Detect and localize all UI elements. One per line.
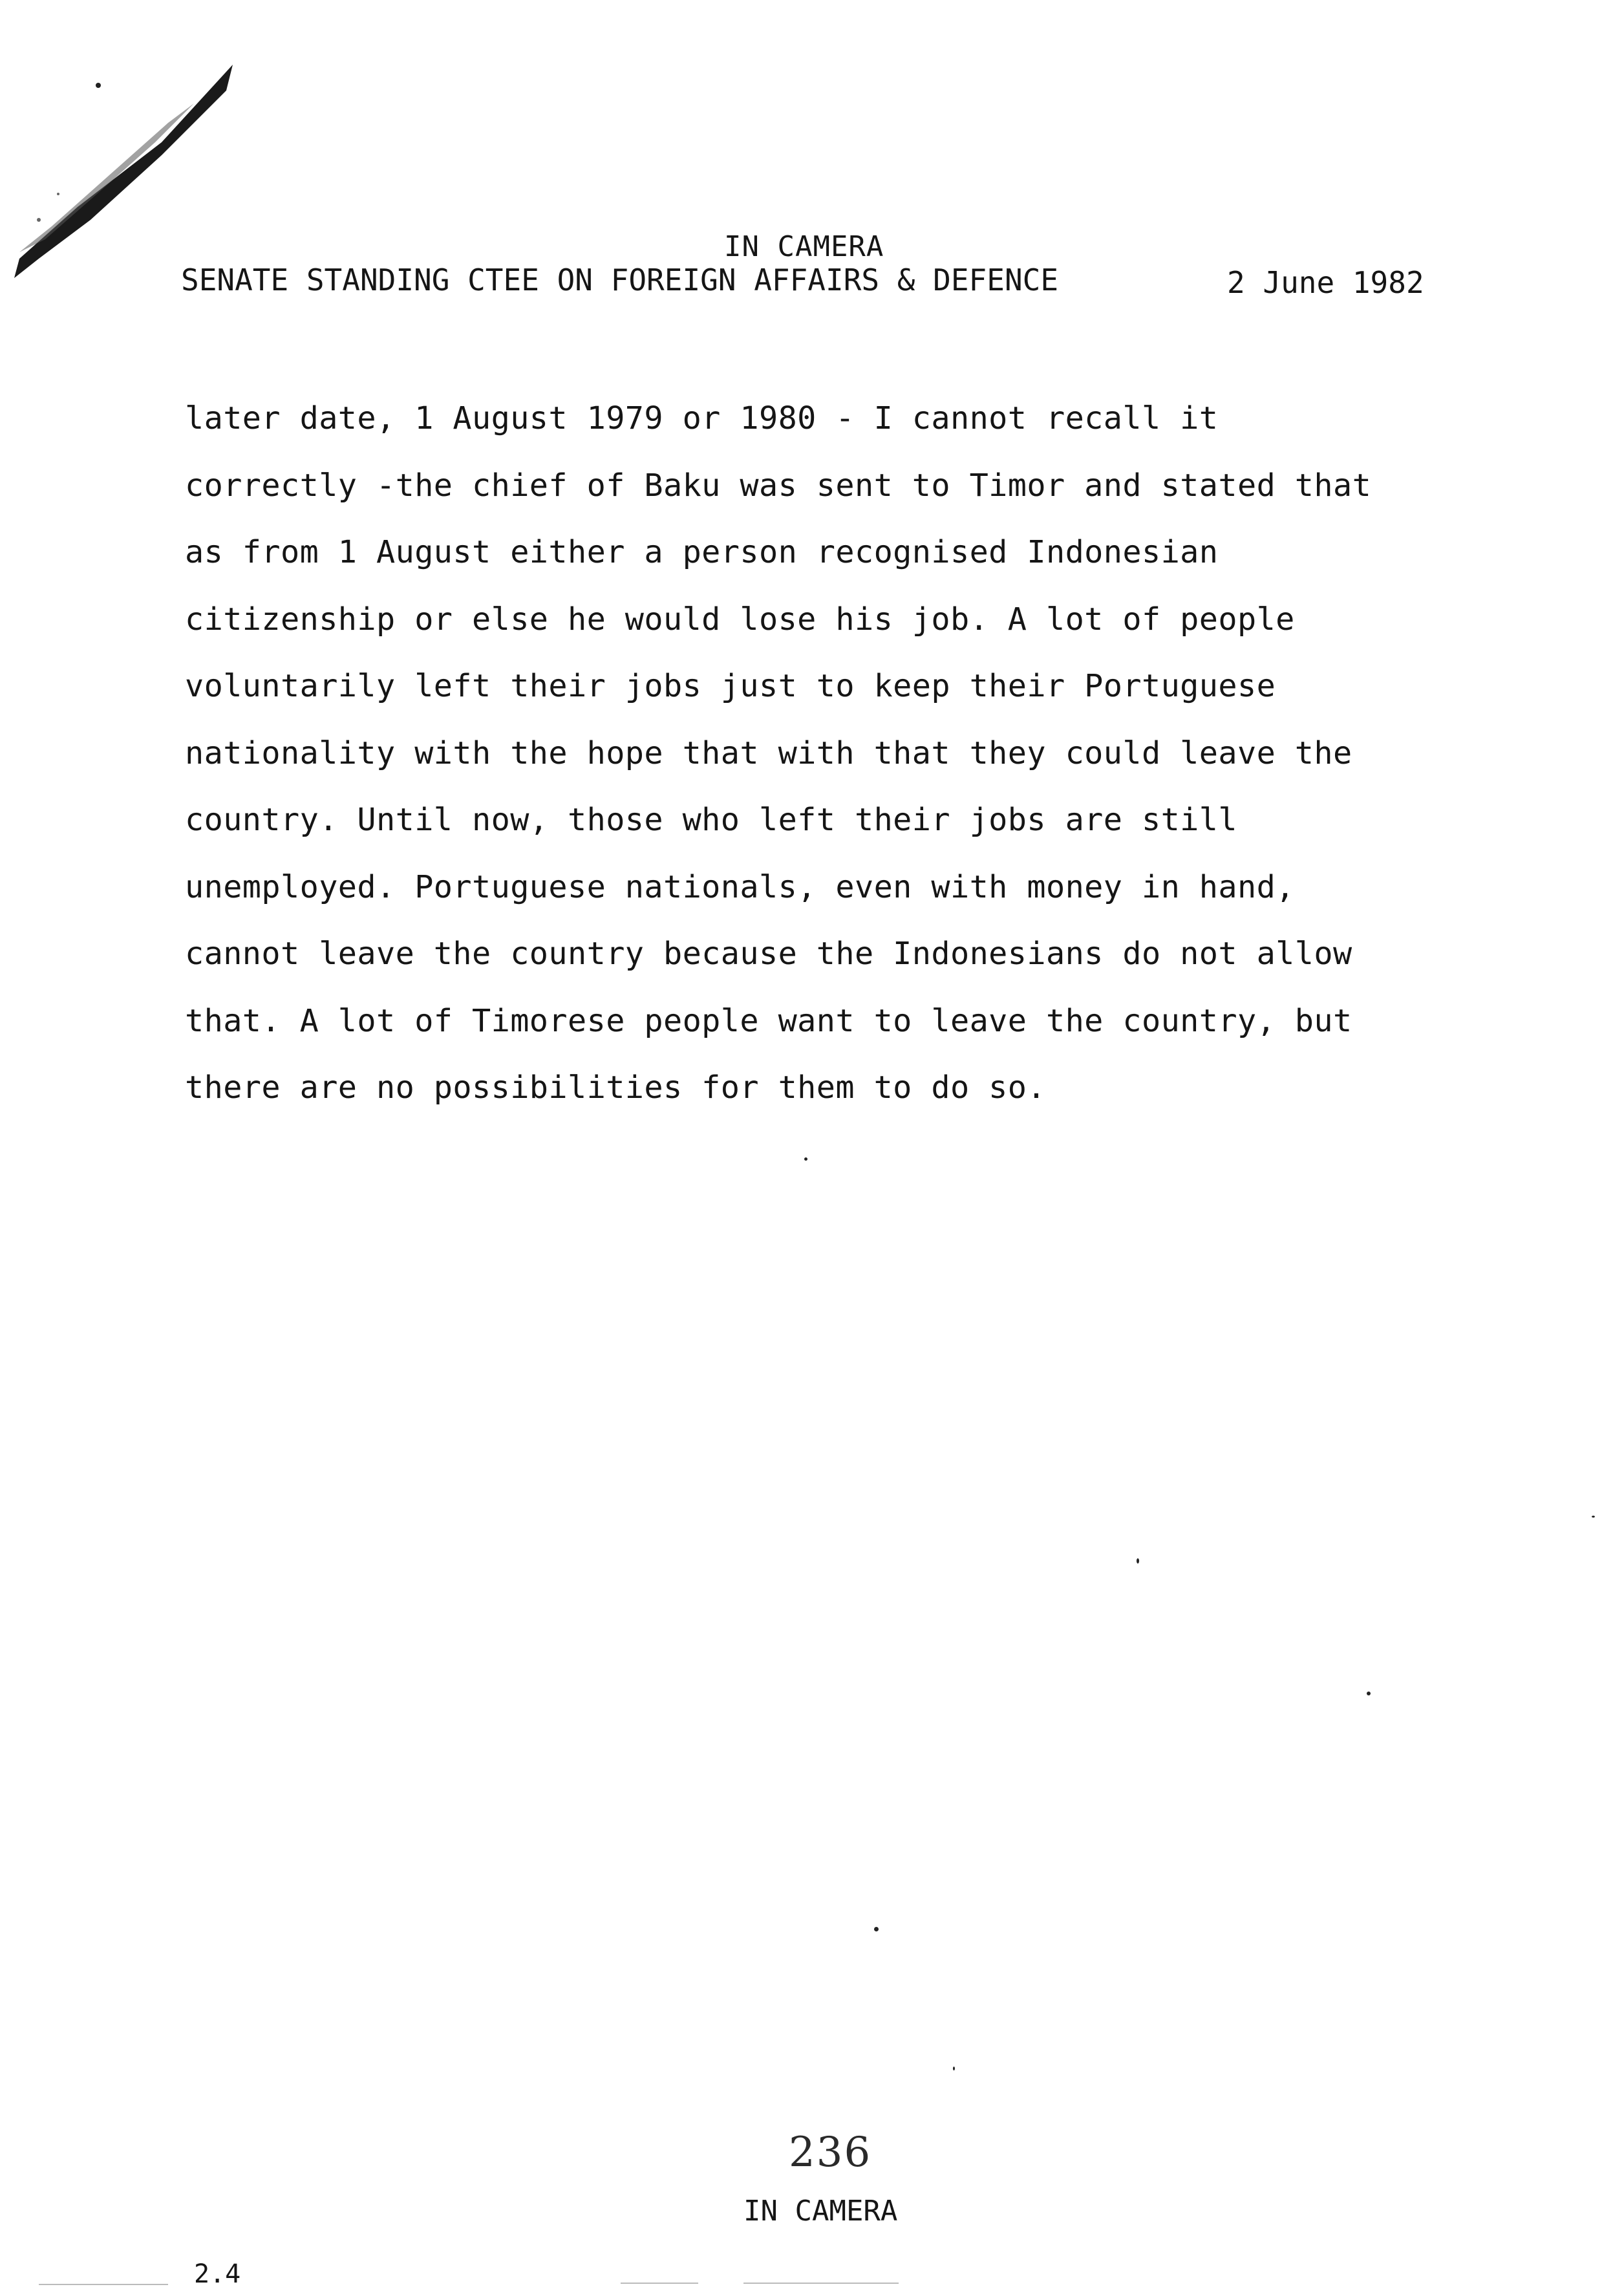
header-classification: IN CAMERA: [724, 230, 884, 263]
body-line: correctly -the chief of Baku was sent to Timor and stated that: [185, 467, 1372, 504]
body-line: later date, 1 August 1979 or 1980 - I cannot recall it: [185, 400, 1219, 436]
body-line: country. Until now, those who left their jobs are still: [185, 802, 1237, 838]
body-line: citizenship or else he would lose his job. A lot of people: [185, 601, 1295, 638]
body-line: that. A lot of Timorese people want to leave the country, but: [185, 1002, 1352, 1039]
bottom-scan-rule: [743, 2283, 899, 2284]
bottom-scan-rule: [39, 2284, 168, 2285]
body-line: unemployed. Portuguese nationals, even with money in hand,: [185, 868, 1295, 905]
scan-speck: [874, 1927, 879, 1931]
scan-speck: [1137, 1558, 1139, 1564]
body-line: voluntarily left their jobs just to keep their Portuguese: [185, 668, 1276, 704]
committee-title: SENATE STANDING CTEE ON FOREIGN AFFAIRS & DEFENCE: [181, 263, 1059, 297]
body-line: nationality with the hope that with that they could leave the: [185, 735, 1352, 771]
bottom-scan-rule: [621, 2283, 698, 2284]
footer-code: 2.4: [194, 2259, 241, 2289]
scan-speck: [953, 2067, 955, 2070]
footer-classification: IN CAMERA: [743, 2195, 898, 2228]
document-date: 2 June 1982: [1227, 265, 1424, 300]
scan-speck: [804, 1157, 807, 1161]
scan-speck: [1367, 1692, 1371, 1695]
body-line: as from 1 August either a person recognised Indonesian: [185, 534, 1219, 570]
body-text: [185, 385, 1452, 1122]
body-line: cannot leave the country because the Indonesians do not allow: [185, 936, 1352, 972]
scan-speck: [1592, 1516, 1595, 1518]
page-number: 236: [789, 2129, 872, 2176]
body-line: there are no possibilities for them to do so.: [185, 1069, 1046, 1106]
